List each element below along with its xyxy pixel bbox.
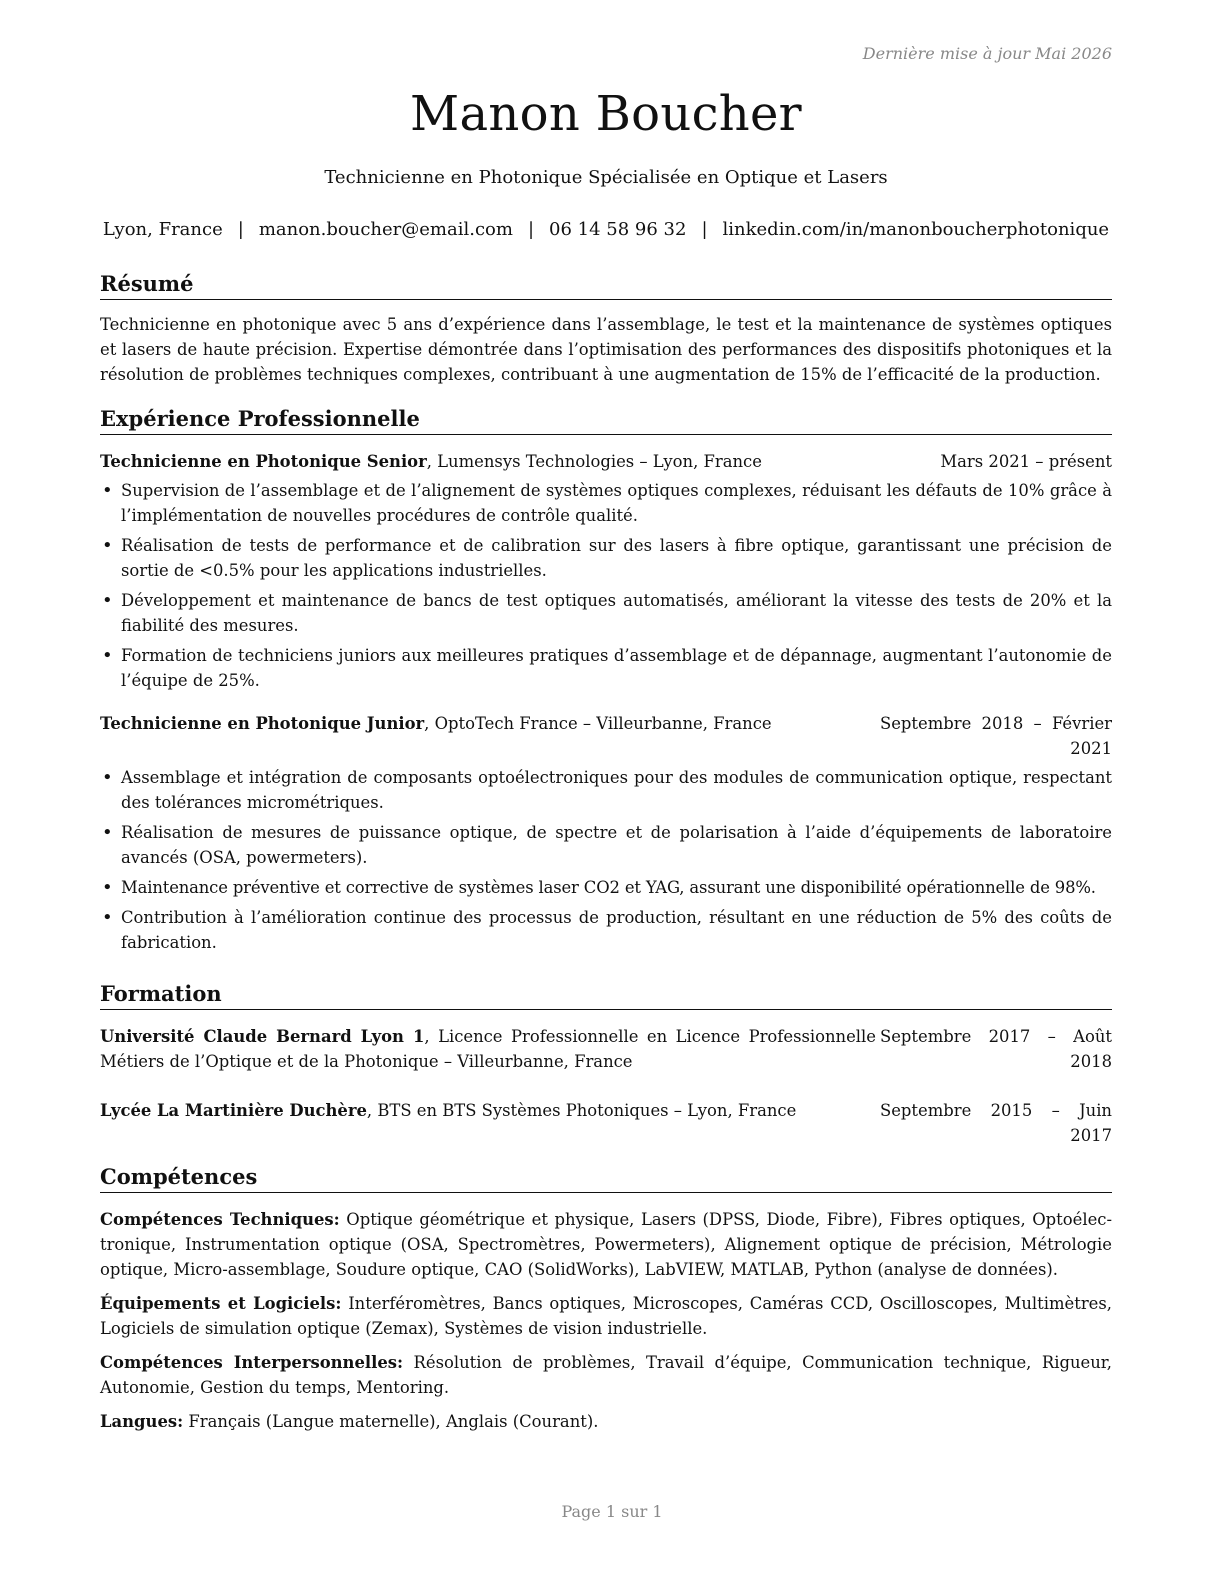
education-details: , BTS en BTS Systèmes Photoniques – Lyon, France	[366, 1101, 797, 1120]
skills-title: Compétences	[100, 1164, 1112, 1193]
job-company: , Lumensys Technologies – Lyon, France	[426, 452, 762, 471]
education-line	[100, 1024, 880, 1074]
summary-text: Technicienne en photonique avec 5 ans d’expérience dans l’assemblage, le test et la maintenance de systèmes optiques et lasers de haute précision. Expertise démontrée dans l’optimisation des performances des dispositifs photoniques et la résolution de problèmes techniques complexes, contribuant à une augmentation de 15% de l’efficacité de la production.	[100, 315, 1112, 384]
contact-separator: |	[237, 219, 244, 240]
job-entry	[100, 449, 1112, 693]
contact-separator: |	[527, 219, 535, 240]
education-school: Université Claude Bernard Lyon 1	[100, 1027, 425, 1046]
contact-email[interactable]: manon.boucher@email.com	[258, 219, 513, 240]
last-update-note: Dernière mise à jour Mai 2026	[862, 44, 1112, 63]
list-item: • Formation de techniciens juniors aux meilleures pratiques d’assemblage et de dépannage, augmentant l’autonomie de l’équipe de 25%.	[100, 643, 1112, 693]
skill-label: Langues:	[100, 1412, 184, 1431]
job-role: Technicienne en Photonique Junior	[100, 714, 425, 733]
job-role: Technicienne en Photonique Senior	[100, 452, 427, 471]
skill-group	[100, 1291, 1112, 1341]
education-dates: Septembre 2017 – Août 2018	[880, 1027, 1112, 1071]
skill-label: Compétences Techniques:	[100, 1210, 340, 1229]
skill-label: Compétences Interpersonnelles:	[100, 1353, 404, 1372]
education-line	[100, 1098, 880, 1148]
job-entry	[100, 711, 1112, 955]
candidate-headline: Technicienne en Photonique Spécialisée en Optique et Lasers	[324, 167, 888, 188]
skill-group	[100, 1207, 1112, 1282]
skill-label: Équipements et Logiciels:	[100, 1294, 342, 1313]
job-header	[100, 711, 1112, 761]
list-item: • Réalisation de tests de performance et de calibration sur des lasers à fibre optique, garantissant une précision de sortie de <0.5% pour les applications industrielles.	[100, 533, 1112, 583]
education-school: Lycée La Martinière Duchère	[100, 1101, 367, 1120]
skills-list	[100, 1207, 1112, 1434]
list-item: • Supervision de l’assemblage et de l’alignement de systèmes optiques complexes, réduisant les défauts de 10% grâce à l’implémentation de nouvelles procédures de contrôle qualité.	[100, 478, 1112, 528]
experience-title: Expérience Professionnelle	[100, 406, 1112, 435]
page-number: Page 1 sur 1	[561, 1502, 663, 1521]
job-header	[100, 449, 1112, 474]
job-bullets	[100, 765, 1112, 955]
skills-section	[100, 1164, 1112, 1443]
skill-group	[100, 1409, 1112, 1434]
contact-separator: |	[701, 219, 708, 240]
list-item: • Contribution à l’amélioration continue des processus de production, résultant en une réduction de 5% des coûts de fabrication.	[100, 905, 1112, 955]
contact-linkedin[interactable]: linkedin.com/in/manonboucherphotonique	[722, 219, 1110, 240]
job-dates: Septembre 2018 – Février 2021	[880, 714, 1112, 758]
education-dates: Septembre 2015 – Juin 2017	[880, 1101, 1112, 1145]
candidate-name: Manon Boucher	[410, 86, 802, 142]
job-title-line	[100, 449, 940, 474]
job-bullets	[100, 478, 1112, 693]
skill-text: Résolution de problèmes, Travail d’équipe, Communication technique, Rigueur, Autonomie, Gestion du temps, Mentoring.	[100, 1353, 1112, 1397]
list-item: • Maintenance préventive et corrective de systèmes laser CO2 et YAG, assurant une disponibilité opérationnelle de 98%.	[100, 875, 1112, 900]
job-title-line	[100, 711, 880, 761]
skill-group	[100, 1350, 1112, 1400]
experience-section	[100, 406, 1112, 960]
contact-location: Lyon, France	[102, 219, 223, 240]
list-item: • Réalisation de mesures de puissance optique, de spectre et de polarisation à l’aide d’équipements de laboratoire avancés (OSA, powermeters).	[100, 820, 1112, 870]
education-title: Formation	[100, 981, 1112, 1010]
job-company: , OptoTech France – Villeurbanne, France	[424, 714, 772, 733]
contact-phone[interactable]: 06 14 58 96 32	[549, 219, 687, 240]
summary-section	[100, 271, 1112, 387]
contact-line	[100, 219, 1112, 240]
education-section	[100, 981, 1112, 1148]
summary-title: Résumé	[100, 271, 1112, 300]
job-dates: Mars 2021 – présent	[940, 452, 1112, 471]
list-item: • Assemblage et intégration de composants optoélectroniques pour des modules de communication optique, respectant des tolérances micrométriques.	[100, 765, 1112, 815]
skill-text: Français (Langue maternelle), Anglais (Courant).	[183, 1412, 599, 1431]
list-item: • Développement et maintenance de bancs de test optiques automatisés, améliorant la vitesse des tests de 20% et la fiabilité des mesures.	[100, 588, 1112, 638]
skill-text: Optique géométrique et physique, Lasers (DPSS, Diode, Fibre), Fibres optiques, Optoélectronique, Instrumentation optique (OSA, Spectromètres, Powermeters), Alignement optique de précision, Métrologie optique, Micro-assemblage, Soudure optique, CAO (SolidWorks), LabVIEW, MATLAB, Python (analyse de données).	[100, 1210, 1112, 1279]
education-entry	[100, 1098, 1112, 1148]
education-entry	[100, 1024, 1112, 1074]
education-details: , Licence Professionnelle en Licence Professionnelle Métiers de l’Optique et de la Photonique – Villeurbanne, France	[100, 1027, 876, 1071]
skill-text: Interféromètres, Bancs optiques, Microscopes, Caméras CCD, Oscilloscopes, Multimètres, Logiciels de simulation optique (Zemax), Systèmes de vision industrielle.	[100, 1294, 1112, 1338]
